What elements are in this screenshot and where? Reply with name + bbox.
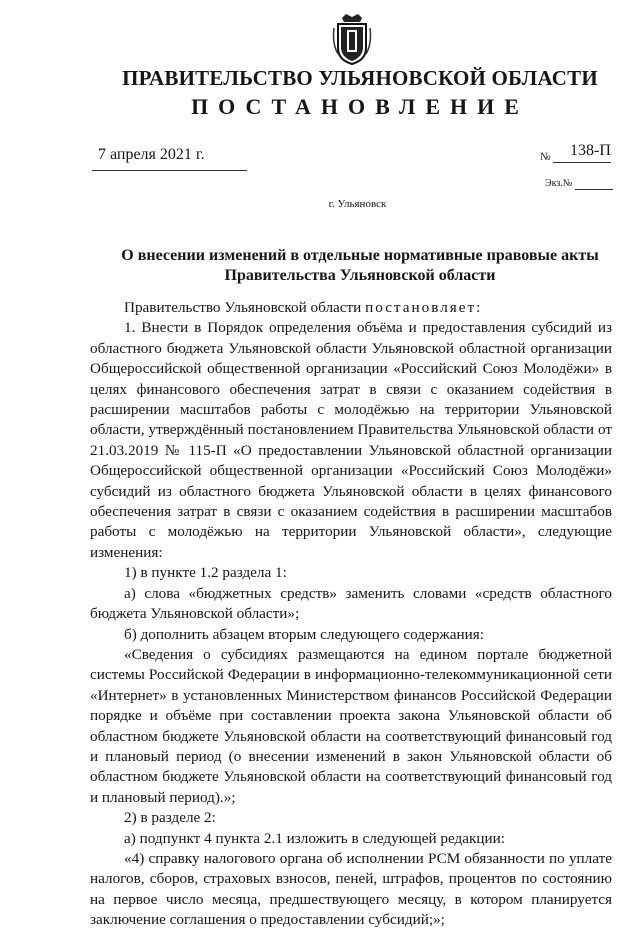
document-body — [90, 298, 612, 931]
intro-prefix: Правительство Ульяновской области — [124, 299, 366, 316]
document-date: 7 апреля 2021 г. — [98, 146, 205, 163]
number-sign: № — [540, 151, 551, 163]
document-title-line1: О внесении изменений в отдельные нормативные правовые акты — [121, 247, 599, 264]
government-name: ПРАВИТЕЛЬСТВО УЛЬЯНОВСКОЙ ОБЛАСТИ — [122, 66, 598, 90]
body-paragraph: а) подпункт 4 пункта 2.1 изложить в следующей редакции: — [124, 829, 505, 847]
body-paragraph: «4) справку налогового органа об исполнении РСМ обязанности по уплате налогов, сборов, страховых взносов, пеней, штрафов, процентов по состоянию на первое число месяца, предшествующего месяцу, в котором планируется заключение соглашения о предоставлении субсидий;»; — [90, 849, 612, 929]
body-paragraph: «Сведения о субсидиях размещаются на едином портале бюджетной системы Российской Федерации в информационно-телекоммуникационной сети «Интернет» в установленных Министерством финансов Российской Федерации порядке и объёме при составлении проекта закона Ульяновской области об областном бюджете Ульяновской области на соответствующий финансовый год и плановый период (о внесении изменений в закон Ульяновской области об областном бюджете Ульяновской области на соответствующий финансовый год и плановый период).»; — [90, 645, 612, 806]
date-underline — [92, 170, 247, 171]
body-paragraph: а) слова «бюджетных средств» заменить словами «средств областного бюджета Ульяновской области»; — [90, 584, 612, 623]
ulyanovsk-coat-of-arms-icon — [332, 14, 372, 66]
document-title-line2: Правительства Ульяновской области — [224, 267, 496, 284]
intro-verb: постановляет: — [365, 299, 483, 316]
document-title — [0, 246, 640, 286]
city-name: г. Ульяновск — [328, 198, 387, 210]
intro-paragraph — [90, 298, 612, 318]
document-number: 138-П — [570, 142, 611, 159]
number-underline — [553, 162, 611, 163]
copy-number-label: Экз.№ — [545, 178, 573, 189]
body-paragraph: б) дополнить абзацем вторым следующего содержания: — [124, 625, 484, 643]
copy-number-underline — [575, 189, 613, 190]
body-paragraph: 1) в пункте 1.2 раздела 1: — [124, 564, 287, 582]
body-paragraph: 1. Внести в Порядок определения объёма и предоставления субсидий из областного бюджета Ульяновской области Ульяновской областной организации Общероссийской общественной организации «Российский Союз Молодёжи» в целях финансового обеспечения затрат в связи с оказанием содействия в расширении масштабов работы с молодёжью на территории Ульяновской области, утверждённый постановлением Правительства Ульяновской области от 21.03.2019 № 115-П «О предоставлении Ульяновской областной организации Общероссийской общественной организации «Российский Союз Молодёжи» субсидий из областного бюджета Ульяновской области в целях финансового обеспечения затрат в связи с оказанием содействия в расширении масштабов работы с молодёжью на территории Ульяновской области», следующие изменения: — [90, 319, 612, 561]
document-type: ПОСТАНОВЛЕНИЕ — [191, 94, 529, 119]
body-paragraph: 2) в разделе 2: — [124, 809, 216, 827]
